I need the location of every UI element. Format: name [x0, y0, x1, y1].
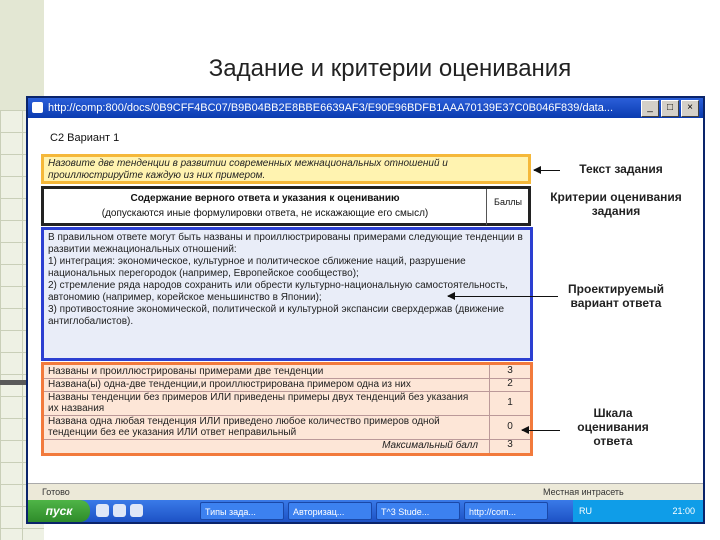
criteria-header-text [44, 189, 487, 225]
scoring-scale-table [41, 362, 533, 456]
window-titlebar[interactable] [28, 98, 703, 118]
table-row [44, 365, 530, 379]
scale-score: 2 [489, 378, 530, 391]
window-title-url: http://comp:800/docs/0B9CFF4BC07/B9B04BB2E8BBE6639AF3/E90E96BDFB1AAA70139E37C0B046F839/data... [48, 102, 614, 114]
table-row [44, 415, 530, 440]
language-indicator[interactable]: RU [579, 506, 592, 516]
table-row [44, 378, 530, 392]
annotation-answer: Проектируемый вариант ответа [568, 282, 664, 310]
ie-icon [32, 102, 43, 113]
arrow-scale [522, 430, 560, 431]
taskbar [28, 500, 703, 522]
slide-title: Задание и критерии оценивания [208, 55, 572, 82]
variant-heading: С2 Вариант 1 [50, 132, 120, 144]
answer-point-1: 1) интеграция: экономическое, культурное и политическое сближение наций, разрушение национальных перегородок (например, Европейское сообщество); [48, 256, 466, 279]
taskbar-item[interactable]: Т^3 Stude... [376, 502, 460, 520]
minimize-button[interactable]: _ [641, 100, 659, 117]
table-row [44, 391, 530, 416]
scale-text: Названа одна любая тенденция ИЛИ приведено любое количество примеров одной тенденции без ее указания ИЛИ ответ неправильный [48, 416, 440, 438]
score-column-header: Баллы [494, 197, 522, 207]
answer-intro: В правильном ответе могут быть названы и проиллюстрированы примерами следующие тенденции в развитии межнациональных отношений: [48, 232, 523, 255]
answer-point-2: 2) стремление ряда народов сохранить или обрести культурно-национальную самостоятельность, автономию (например, корейское меньшинство в Японии); [48, 280, 508, 303]
scale-score: 1 [489, 391, 530, 415]
ie-icon[interactable] [113, 504, 126, 517]
scale-score: 3 [489, 365, 530, 378]
scale-score: 3 [489, 439, 530, 453]
annotation-criteria: Критерии оценивания задания [550, 190, 682, 218]
scale-score: 0 [489, 415, 530, 439]
clock: 21:00 [672, 506, 695, 516]
maximize-button[interactable]: □ [661, 100, 679, 117]
answer-point-3: 3) противостояние экономической, политической и культурной экспансии сверхдержав (движение антиглобалистов). [48, 304, 505, 327]
table-row [44, 439, 530, 453]
quick-launch [96, 504, 143, 517]
taskbar-item[interactable]: Авторизац... [288, 502, 372, 520]
taskbar-item[interactable]: http://com... [464, 502, 548, 520]
arrow-answer [448, 296, 558, 297]
browser-window [26, 96, 705, 524]
scale-text: Названы и проиллюстрированы примерами две тенденции [48, 366, 324, 377]
status-left: Готово [42, 487, 70, 497]
slide-corner-decoration [0, 0, 44, 110]
arrow-task [534, 170, 560, 171]
criteria-header-line1: Содержание верного ответа и указания к оцениванию [130, 193, 400, 204]
criteria-header [41, 186, 531, 226]
media-icon[interactable] [130, 504, 143, 517]
taskbar-item[interactable]: Типы зада... [200, 502, 284, 520]
start-button[interactable]: пуск [28, 500, 90, 522]
status-bar [28, 483, 703, 500]
scale-text: Названа(ы) одна-две тенденции,и проиллюстрирована примером одна из них [48, 379, 411, 390]
system-tray [573, 500, 703, 522]
criteria-header-line2: (допускаются иные формулировки ответа, не искажающие его смысл) [101, 208, 429, 219]
annotation-task: Текст задания [579, 162, 663, 176]
answer-box [41, 227, 533, 361]
scale-text: Названы тенденции без примеров ИЛИ приведены примеры двух тенденций без указания их названия [48, 392, 469, 414]
scale-text: Максимальный балл [382, 440, 478, 451]
task-text-box: Назовите две тенденции в развитии современных межнациональных отношений и проиллюстрируйте каждую из них примером. [41, 154, 531, 184]
close-button[interactable]: × [681, 100, 699, 117]
annotation-scale: Шкала оценивания ответа [577, 406, 649, 448]
status-zone: Местная интрасеть [543, 487, 624, 497]
desktop-icon[interactable] [96, 504, 109, 517]
